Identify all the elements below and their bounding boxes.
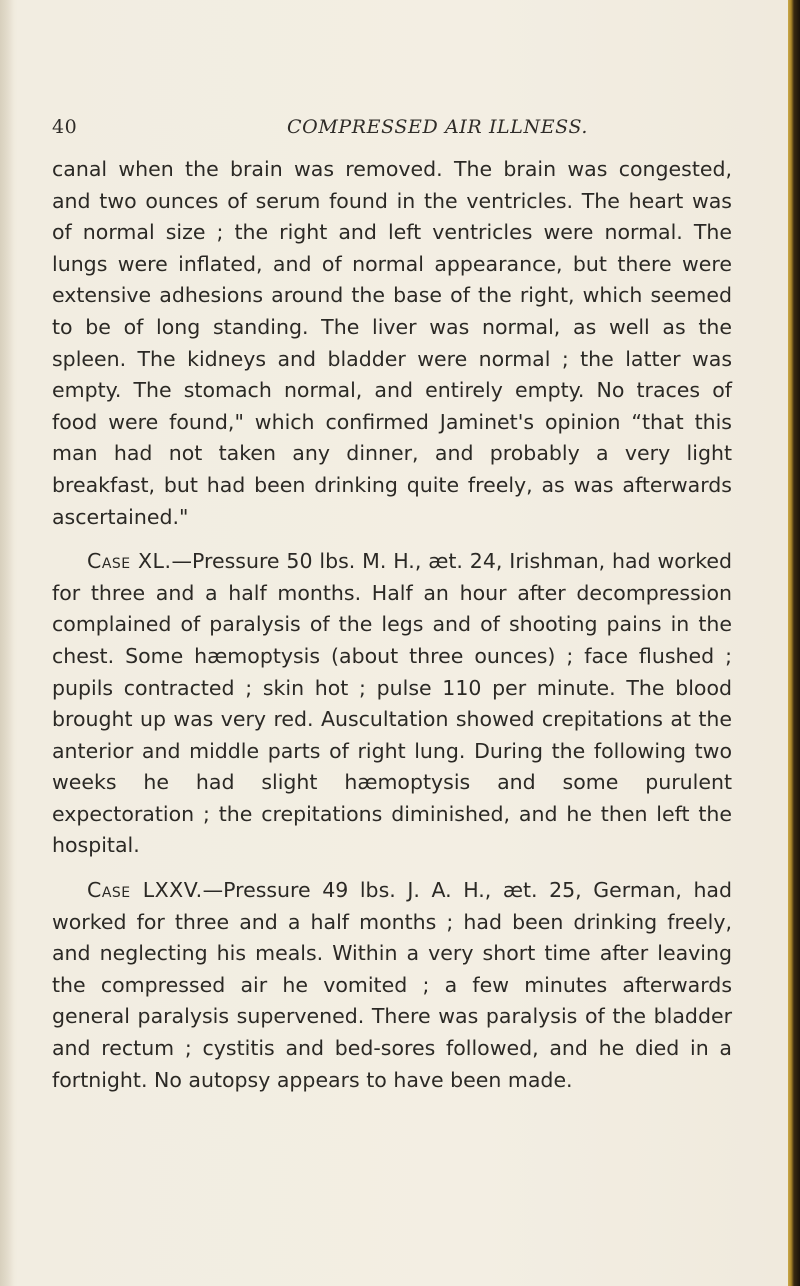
paragraph-text: —Pressure 49 lbs. J. A. H., æt. 25, German, had worked for three and a half months ; had been drinking freely, and neglecting his meals. Within a very short time after leaving the compressed air he vomited ; a few minutes afterwards general paralysis supervened. There was paralysis of the bladder and rectum ; cystitis and bed-sores followed, and he died in a fortnight. No autopsy appears to have been made.	[52, 878, 733, 1092]
running-head	[40, 116, 700, 146]
paragraph-continuation	[52, 154, 732, 533]
page-number: 40	[52, 116, 78, 138]
body-text	[52, 154, 732, 1096]
paragraph-case-xl	[52, 546, 732, 862]
page-header-title: COMPRESSED AIR ILLNESS.	[287, 116, 589, 138]
case-label: Case LXXV.	[87, 878, 203, 903]
paragraph-text: canal when the brain was removed. The brain was congested, and two ounces of serum found in the ventricles. The heart was of normal size ; the right and left ventricles were normal. The lungs were inflated, and of normal appearance, but there were extensive adhesions around the base of the right, which seemed to be of long standing. The liver was normal, as well as the spleen. The kidneys and bladder were normal ; the latter was empty. The stomach normal, and entirely empty. No traces of food were found," which confirmed Jaminet's opinion “that this man had not taken any dinner, and probably a very light breakfast, but had been drinking quite freely, as was afterwards ascertained."	[52, 157, 732, 529]
book-edge	[788, 0, 800, 1286]
paragraph-text: —Pressure 50 lbs. M. H., æt. 24, Irishman, had worked for three and a half months. Half an hour after decompression complained of paralysis of the legs and of shooting pains in the chest. Some hæmoptysis (about three ounces) ; face flushed ; pupils contracted ; skin hot ; pulse 110 per minute. The blood brought up was very red. Auscultation showed crepitations at the anterior and middle parts of right lung. During the following two weeks he had slight hæmoptysis and some purulent expectoration ; the crepitations diminished, and he then left the hospital.	[52, 549, 732, 858]
case-label: Case XL.	[87, 549, 172, 574]
paragraph-case-lxxv	[52, 875, 732, 1096]
gutter-shadow	[0, 0, 14, 1286]
